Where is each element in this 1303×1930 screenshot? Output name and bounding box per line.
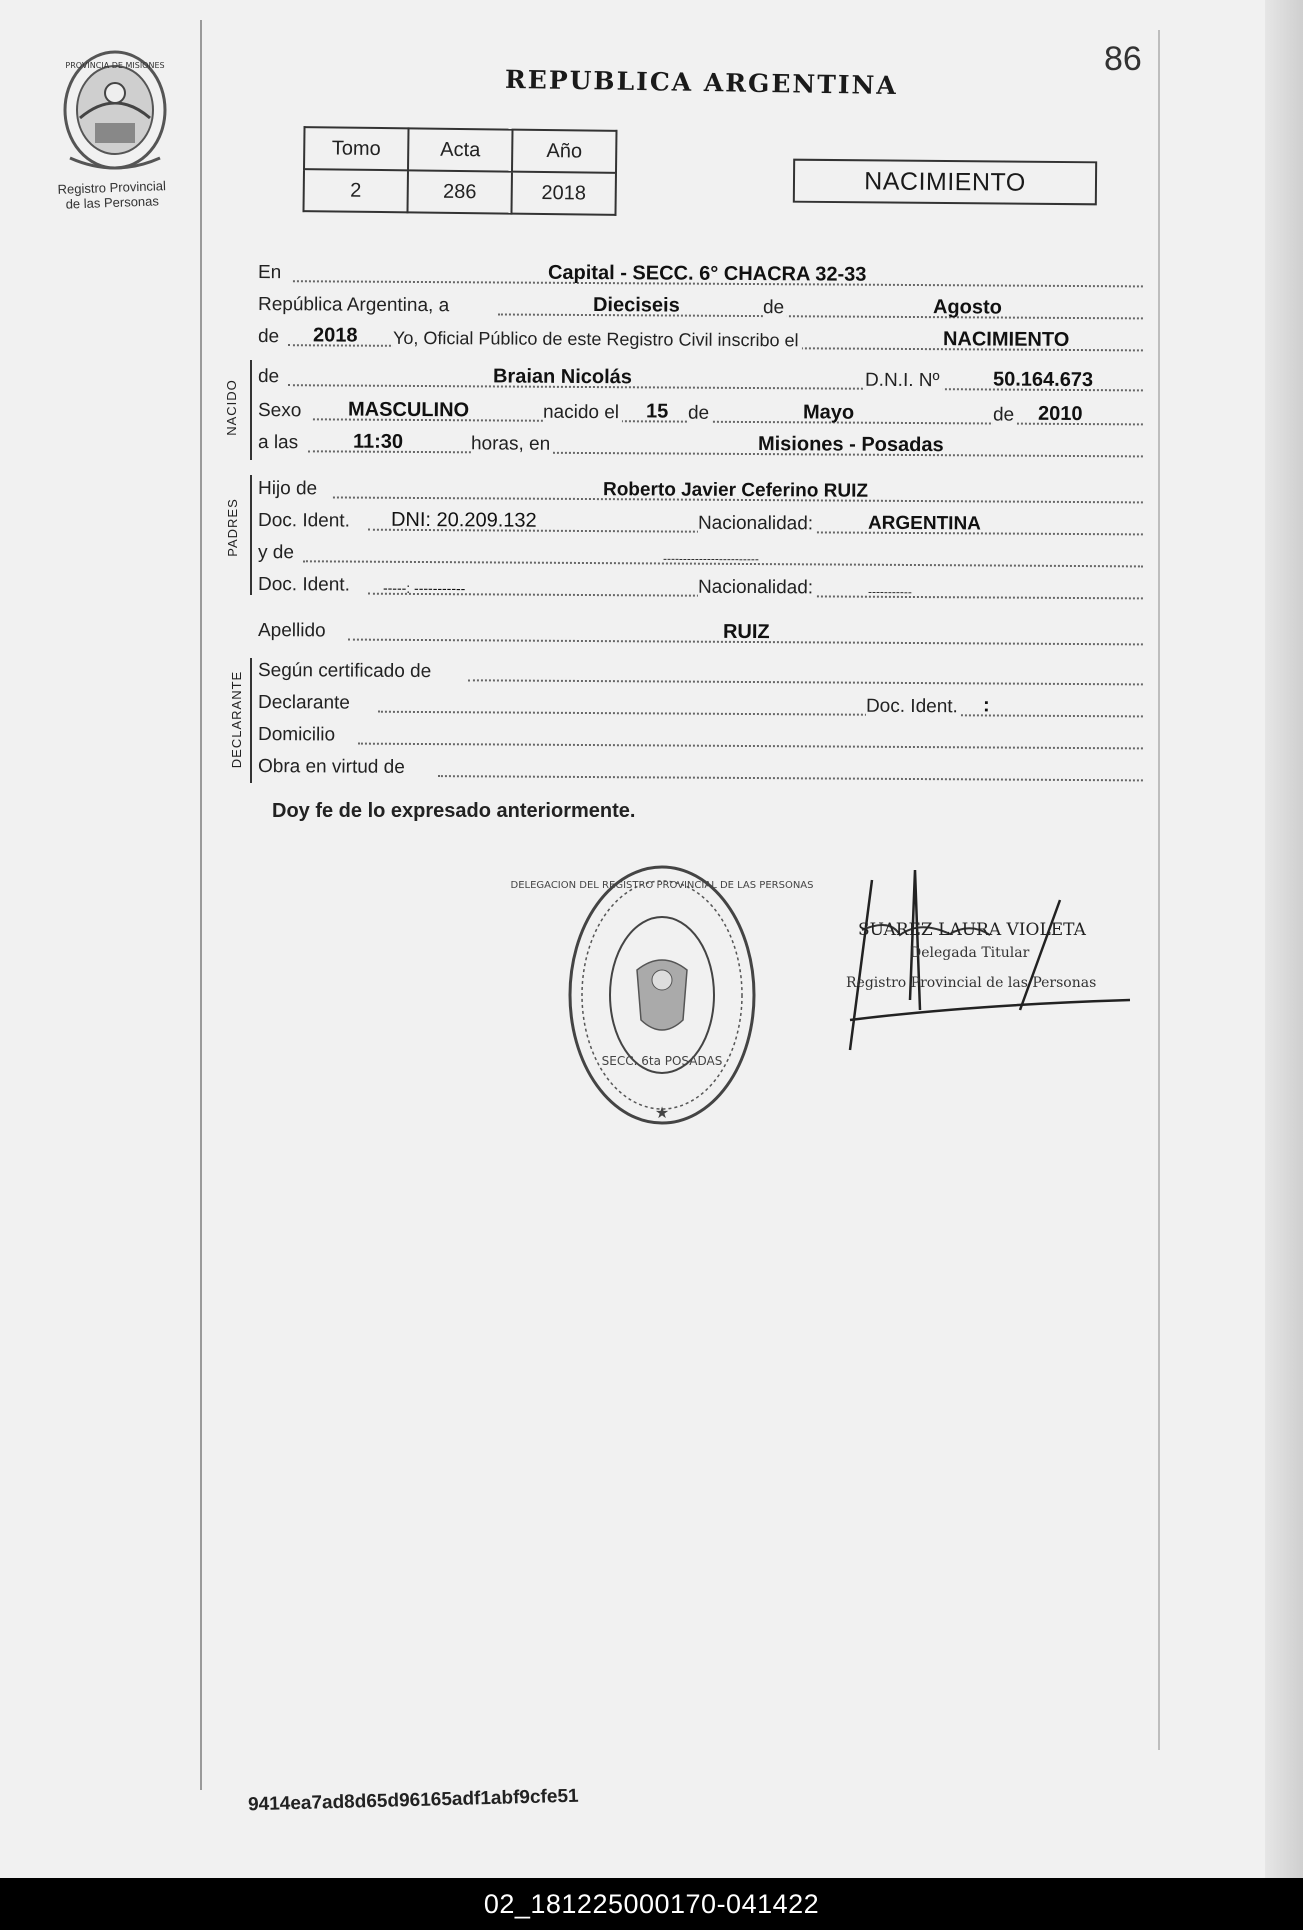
value-lugar-nac: Misiones - Posadas — [757, 433, 944, 457]
logo-caption — [42, 178, 183, 213]
padres-bracket — [250, 475, 252, 595]
label-de-nac-anio: de — [993, 404, 1017, 426]
label-nacido-el: nacido el — [543, 402, 622, 424]
side-label-declarante: DECLARANTE — [229, 670, 245, 769]
record-type-box: NACIMIENTO — [793, 159, 1097, 206]
value-nac-mes: Mayo — [802, 401, 855, 424]
tomo-value: 2 — [303, 169, 408, 212]
svg-text:PROVINCIA DE MISIONES: PROVINCIA DE MISIONES — [65, 61, 165, 70]
label-segun: Según certificado de — [258, 660, 434, 683]
value-mes: Agosto — [932, 296, 1002, 319]
row-apellido — [258, 616, 1143, 651]
value-dia: Dieciseis — [592, 294, 680, 317]
right-margin-line — [1158, 30, 1160, 1750]
value-hora: 11:30 — [352, 430, 404, 453]
anio-value: 2018 — [511, 172, 616, 215]
row-y-de — [258, 538, 1143, 573]
value-lugar: Capital - SECC. 6° CHACRA 32-33 — [547, 261, 867, 286]
footer-id: 02_181225000170-041422 — [483, 1888, 820, 1919]
value-apellido: RUIZ — [722, 620, 770, 644]
anio-header: Año — [512, 130, 617, 173]
declarante-bracket — [250, 658, 252, 783]
page-number: 86 — [1104, 40, 1142, 78]
row-fecha — [258, 290, 1143, 325]
label-declarante-doc: Doc. Ident. — [866, 696, 961, 719]
row-domicilio — [258, 720, 1143, 755]
acta-value: 286 — [407, 170, 512, 213]
label-apellido: Apellido — [258, 620, 329, 642]
left-margin-line — [200, 20, 202, 1790]
side-label-padres: PADRES — [224, 498, 240, 557]
label-de-nombre: de — [258, 366, 282, 388]
signature-icon — [820, 860, 1140, 1060]
document-title: REPUBLICA ARGENTINA — [504, 64, 899, 101]
label-y-de: y de — [258, 542, 297, 564]
value-anio: 2018 — [312, 324, 358, 347]
value-madre-doc: -----: ----------- — [382, 579, 466, 597]
label-en: En — [258, 262, 284, 284]
row-hora — [258, 428, 1143, 463]
value-nombre: Braian Nicolás — [492, 365, 633, 389]
row-declarante — [258, 688, 1143, 723]
tomo-header: Tomo — [304, 127, 409, 170]
label-horas-en: horas, en — [471, 433, 553, 456]
label-de-mes: de — [763, 297, 787, 319]
label-hijo-de: Hijo de — [258, 478, 320, 500]
row-sexo — [258, 396, 1143, 431]
value-padre: Roberto Javier Ceferino RUIZ — [602, 479, 869, 502]
svg-text:Registro Provincial de las Per: Registro Provincial de las Personas — [846, 975, 1097, 991]
provincial-emblem-icon — [50, 48, 180, 178]
label-de-anio: de — [258, 326, 282, 348]
logo-caption-line1: Registro Provincial — [57, 178, 167, 197]
value-madre-nac: ----------- — [867, 584, 912, 599]
label-sexo: Sexo — [258, 400, 304, 422]
value-padre-doc: DNI: 20.209.132 — [390, 508, 537, 532]
label-madre-nac: Nacionalidad: — [698, 577, 816, 600]
nacido-bracket — [250, 360, 252, 460]
acta-header: Acta — [408, 128, 513, 171]
svg-text:DELEGACION DEL REGISTRO PROVIN: DELEGACION DEL REGISTRO PROVINCIAL DE LAS PERSONAS — [510, 880, 814, 891]
row-nombre — [258, 362, 1143, 397]
row-en — [258, 258, 1143, 293]
svg-text:SUAREZ LAURA VIOLETA: SUAREZ LAURA VIOLETA — [858, 920, 1086, 940]
row-hijo-de — [258, 474, 1143, 509]
row-obra — [258, 752, 1143, 787]
label-obra: Obra en virtud de — [258, 756, 408, 779]
svg-text:★: ★ — [654, 1105, 670, 1122]
document-hash: 9414ea7ad8d65d96165adf1abf9cfe51 — [247, 1785, 579, 1816]
label-dni: D.N.I. Nº — [865, 370, 943, 392]
closing-statement: Doy fe de lo expresado anteriormente. — [272, 800, 636, 822]
row-oficial — [258, 322, 1143, 357]
label-a-las: a las — [258, 432, 301, 454]
value-nac-anio: 2010 — [1037, 402, 1083, 426]
official-seal-icon — [510, 860, 814, 1130]
value-dni: 50.164.673 — [992, 368, 1094, 392]
record-table — [302, 126, 617, 216]
value-nac-dia: 15 — [645, 400, 669, 423]
label-padre-doc: Doc. Ident. — [258, 510, 353, 533]
svg-text:Delegada Titular: Delegada Titular — [910, 945, 1030, 961]
label-oficial: Yo, Oficial Público de este Registro Civil inscribo el — [393, 328, 802, 351]
label-de-nac-mes: de — [688, 403, 712, 425]
row-madre-doc — [258, 570, 1143, 605]
value-declarante-doc: : — [982, 694, 990, 717]
row-padre-doc — [258, 506, 1143, 541]
label-republica: República Argentina, a — [258, 294, 452, 317]
value-acto: NACIMIENTO — [942, 328, 1070, 351]
side-label-nacido: NACIDO — [223, 379, 239, 436]
value-padre-nac: ARGENTINA — [867, 512, 982, 535]
logo-caption-line2: de las Personas — [65, 193, 160, 212]
label-domicilio: Domicilio — [258, 724, 338, 746]
label-padre-nac: Nacionalidad: — [698, 513, 816, 536]
row-segun — [258, 656, 1143, 691]
value-sexo: MASCULINO — [347, 398, 470, 422]
page-edge — [1265, 0, 1303, 1878]
footer-id-bar — [0, 1878, 1303, 1930]
label-madre-doc: Doc. Ident. — [258, 574, 353, 597]
svg-text:SECC. 6ta POSADAS: SECC. 6ta POSADAS — [601, 1054, 723, 1068]
value-madre: ------------------------ — [662, 551, 759, 567]
label-declarante: Declarante — [258, 692, 353, 715]
